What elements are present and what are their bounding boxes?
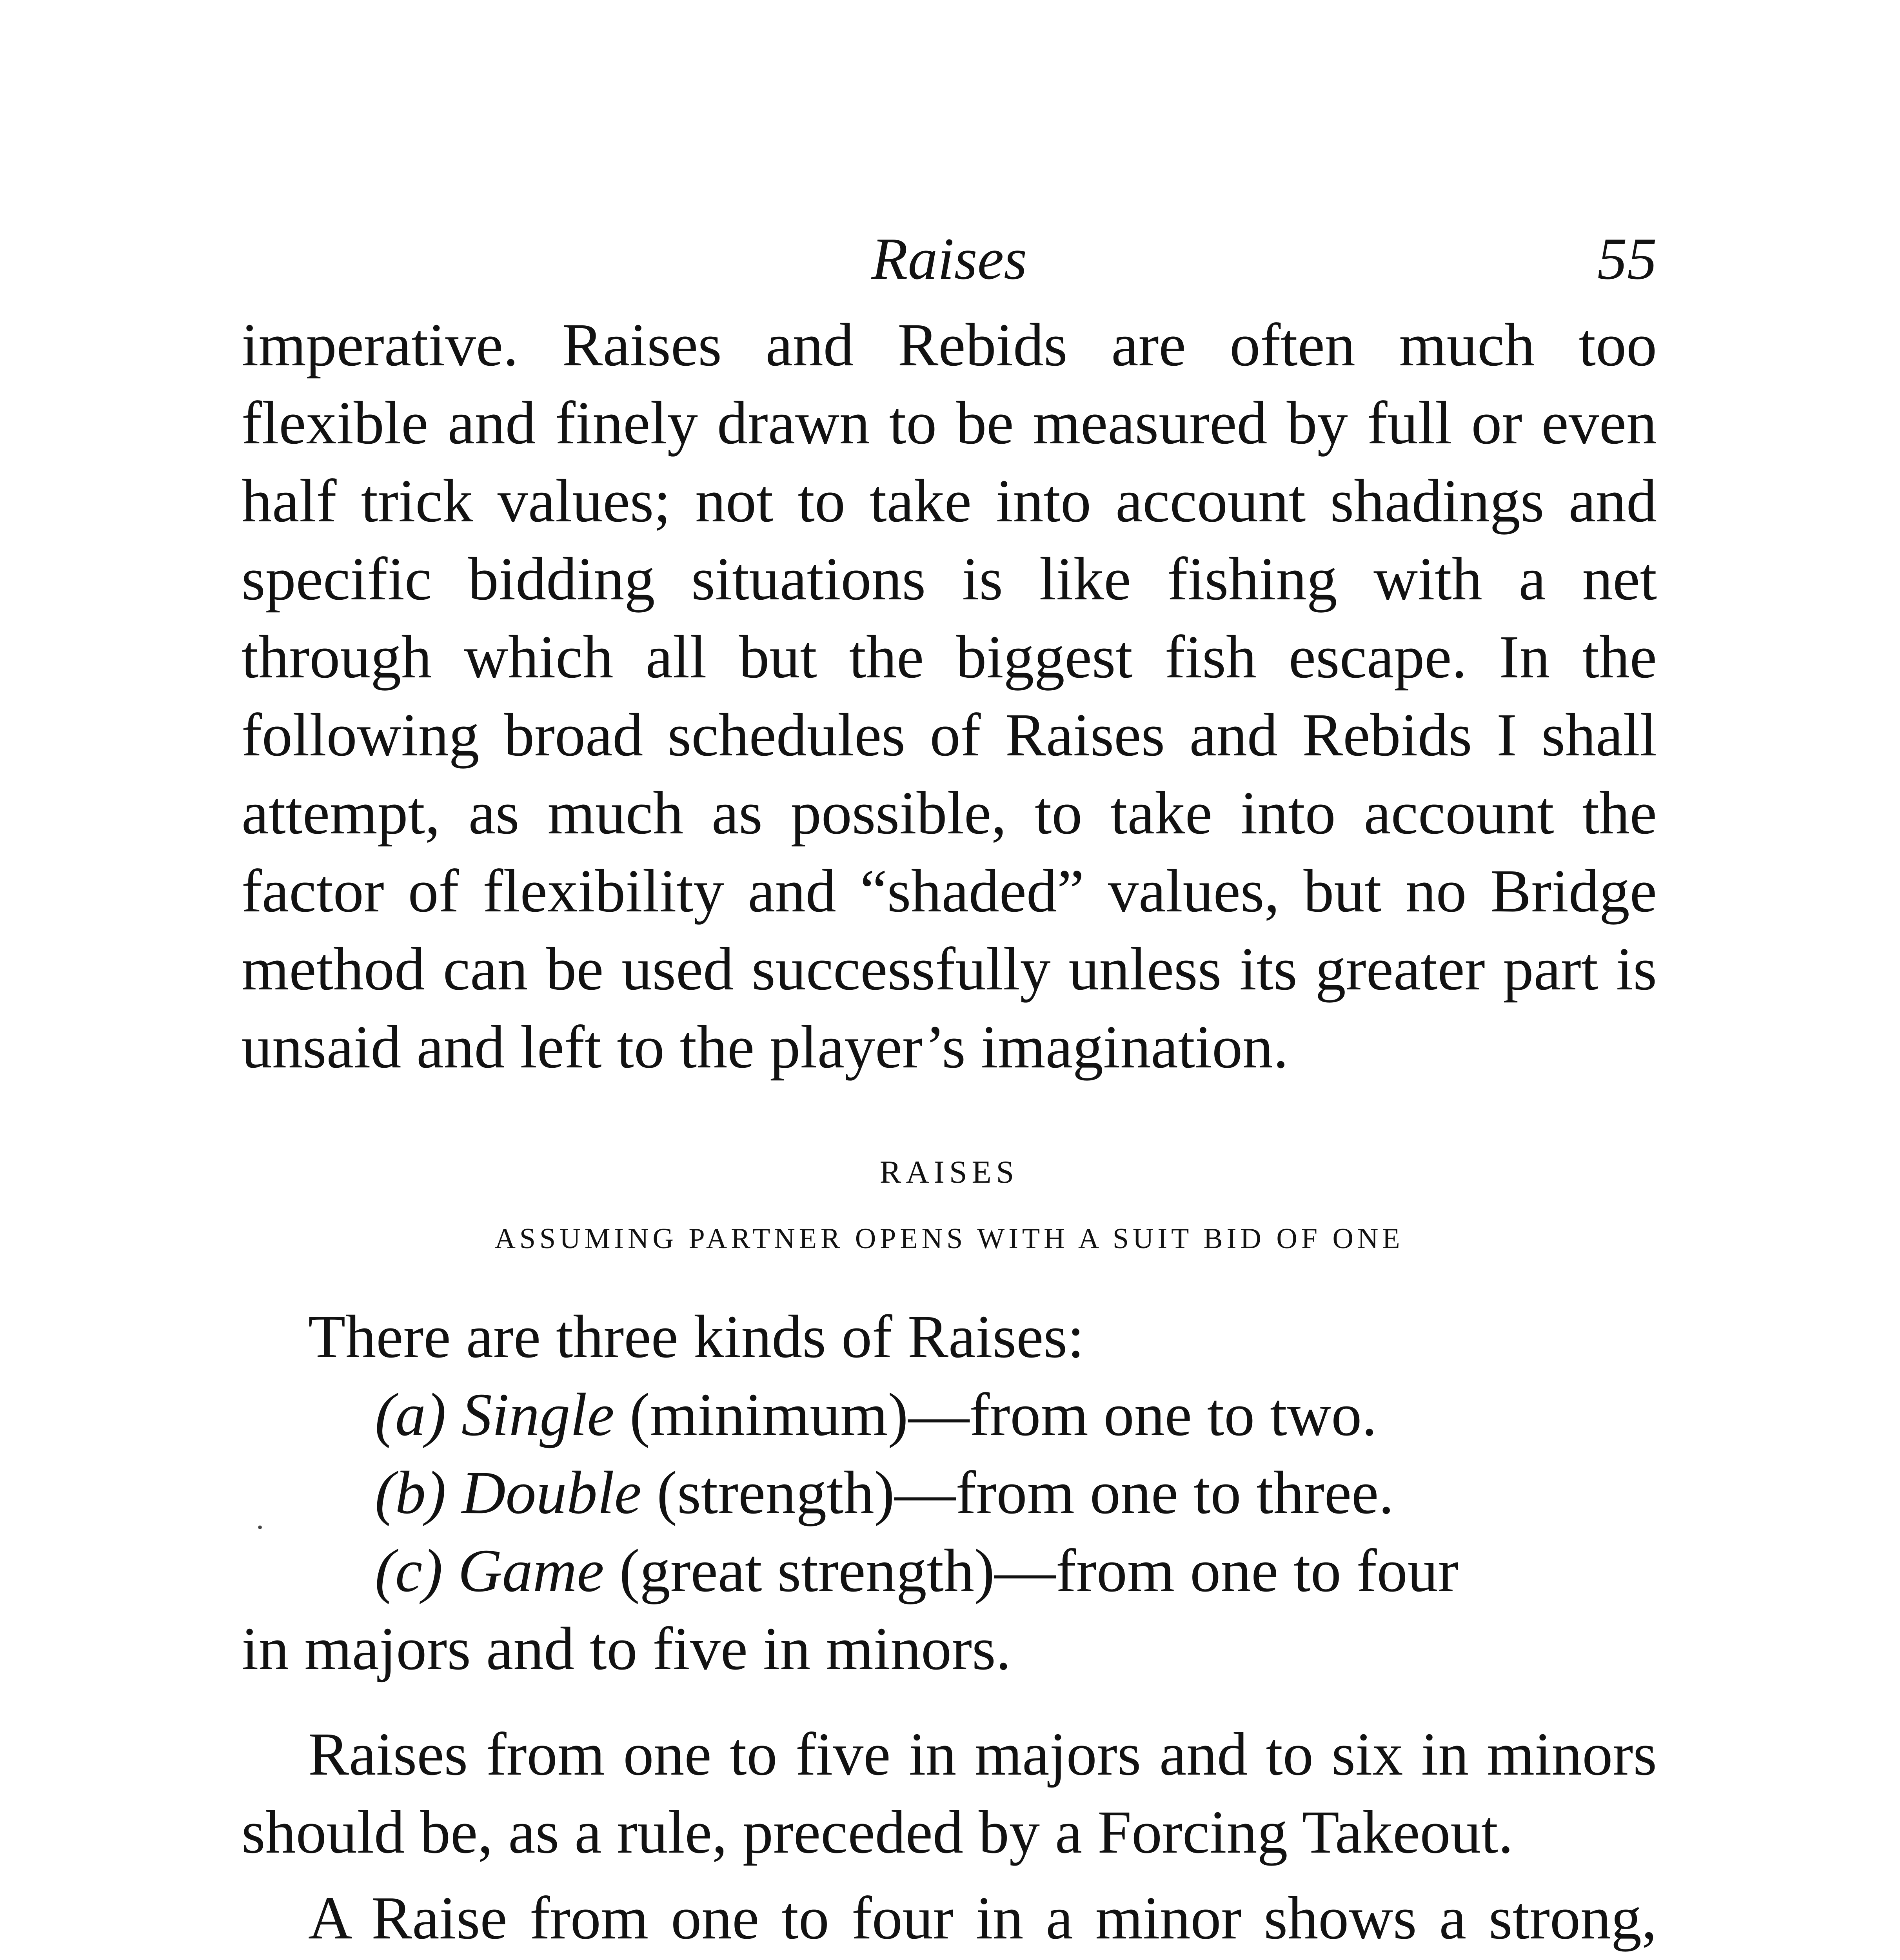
kind-letter: (a): [375, 1381, 446, 1448]
kind-desc: (minimum)—from one to two.: [614, 1381, 1377, 1448]
kind-name: Double: [461, 1459, 642, 1526]
kinds-intro: There are three kinds of Raises:: [308, 1303, 1084, 1370]
kind-letter: (b): [375, 1459, 446, 1526]
kind-item-game: [242, 1532, 1657, 1610]
kind-item-single: [242, 1376, 1657, 1454]
kind-desc: (strength)—from one to three.: [641, 1459, 1394, 1526]
kind-letter: (c): [375, 1537, 443, 1604]
kind-name: Single: [461, 1381, 614, 1448]
section-heading: RAISES: [879, 1154, 1019, 1190]
stray-print-mark: ˙: [254, 1518, 266, 1557]
minor-raise-paragraph: A Raise from one to four in a minor shows a strong,: [308, 1884, 1657, 1952]
running-head: [242, 220, 1657, 298]
kind-name: Game: [458, 1537, 604, 1604]
intro-paragraph: imperative. Raises and Rebids are often much too flexible and finely drawn to be measured by full or even half trick values; not to take into account shadings and specific bidding situations is like fishing with a net through which all but the biggest fish escape. In the following broad schedules of Raises and Rebids I shall attempt, as much as possible, to take into account the factor of flexibility and “shaded” values, but no Bridge method can be used successfully unless its greater part is unsaid and left to the player’s imagination.: [242, 311, 1657, 1081]
kind-desc: (great strength)—from one to four: [604, 1537, 1459, 1604]
section-subheading: ASSUMING PARTNER OPENS WITH A SUIT BID OF ONE: [494, 1223, 1404, 1255]
kinds-continuation: in majors and to five in minors.: [242, 1615, 1011, 1682]
page-number: 55: [1597, 226, 1657, 292]
running-title: Raises: [871, 226, 1027, 292]
book-page: [242, 220, 1657, 1960]
kind-item-double: [242, 1454, 1657, 1532]
forcing-paragraph: Raises from one to five in majors and to six in minors should be, as a rule, preceded by a Forcing Takeout.: [242, 1720, 1657, 1866]
